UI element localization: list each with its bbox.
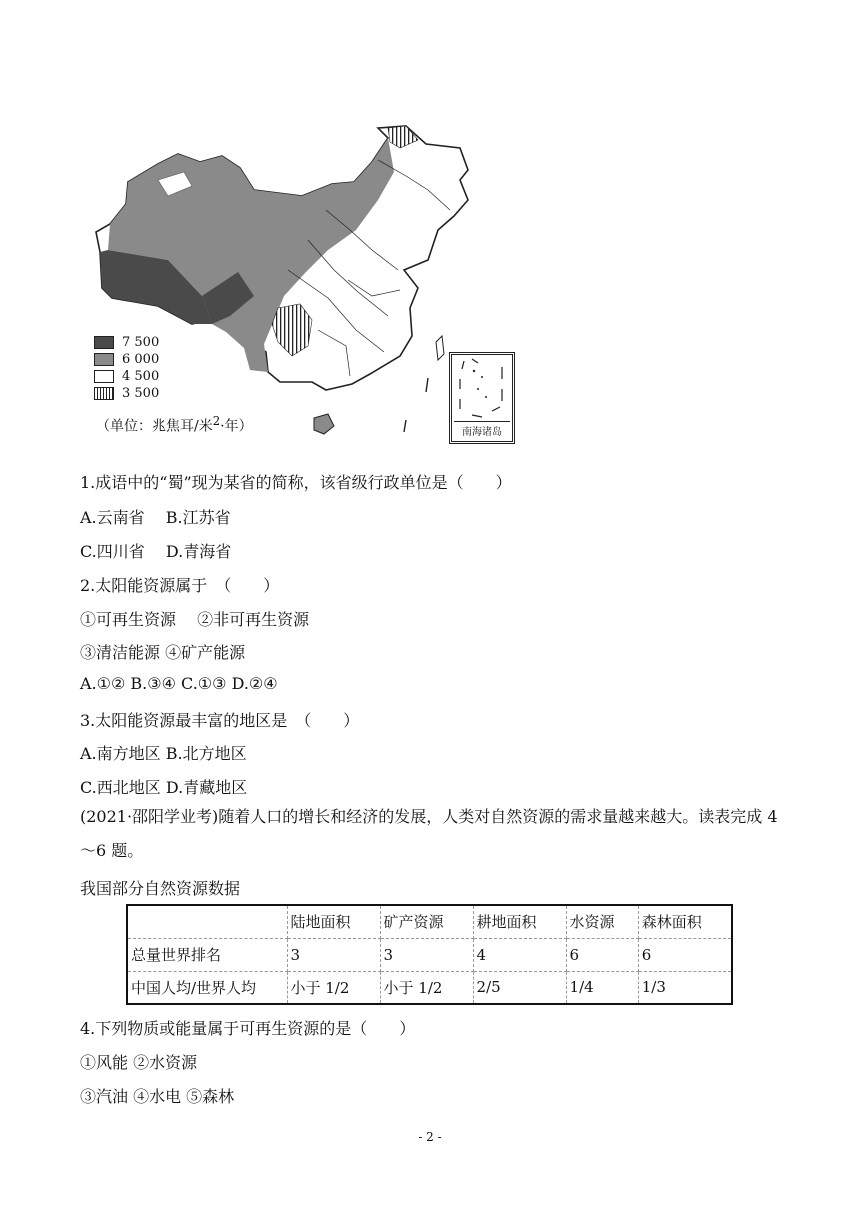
unit-prefix: （单位：兆焦耳/米 bbox=[96, 418, 213, 435]
table-header-cell: 水资源 bbox=[566, 905, 638, 938]
q3-stem: 3.太阳能资源最丰富的地区是 （ ） bbox=[80, 711, 360, 730]
legend-item bbox=[94, 368, 159, 385]
table-cell: 小于 1/2 bbox=[287, 971, 380, 1004]
unit-suffix: ·年） bbox=[220, 418, 253, 435]
table-cell: 6 bbox=[566, 938, 638, 971]
table-cell: 总量世界排名 bbox=[127, 938, 287, 971]
table-cell: 6 bbox=[638, 938, 732, 971]
q2-options-row2: ③清洁能源 ④矿产能源 bbox=[80, 643, 246, 662]
table-header-cell: 耕地面积 bbox=[473, 905, 566, 938]
q4-options-row1: ①风能 ②水资源 bbox=[80, 1053, 198, 1072]
legend-swatch bbox=[94, 387, 114, 400]
legend-label: 6 000 bbox=[122, 352, 160, 367]
legend-label: 7 500 bbox=[122, 335, 160, 350]
q2-options-row3: A.①② B.③④ C.①③ D.②④ bbox=[80, 674, 278, 693]
inset-map bbox=[452, 355, 512, 425]
legend-item bbox=[94, 385, 159, 402]
table-header-cell: 矿产资源 bbox=[380, 905, 473, 938]
table-cell: 中国人均/世界人均 bbox=[127, 971, 287, 1004]
unit-sup: 2 bbox=[212, 414, 221, 428]
q2-stem: 2.太阳能资源属于 （ ） bbox=[80, 576, 280, 595]
table-cell: 3 bbox=[287, 938, 380, 971]
table-header-row bbox=[127, 905, 732, 938]
table-row bbox=[127, 971, 732, 1004]
q4-options-row2: ③汽油 ④水电 ⑤森林 bbox=[80, 1087, 235, 1106]
q1-options-row2: C.四川省 D.青海省 bbox=[80, 542, 232, 561]
table-header-cell bbox=[127, 905, 287, 938]
q3-options-row2: C.西北地区 D.青藏地区 bbox=[80, 778, 248, 797]
table-cell: 1/4 bbox=[566, 971, 638, 1004]
legend-item bbox=[94, 351, 159, 368]
legend-swatch bbox=[94, 370, 114, 383]
legend-swatch bbox=[94, 353, 114, 366]
map-legend bbox=[94, 334, 159, 402]
q4-stem: 4.下列物质或能量属于可再生资源的是（ ） bbox=[80, 1019, 416, 1038]
legend-item bbox=[94, 334, 159, 351]
legend-label: 3 500 bbox=[122, 386, 160, 401]
table-cell: 4 bbox=[473, 938, 566, 971]
table-cell: 3 bbox=[380, 938, 473, 971]
table-cell: 1/3 bbox=[638, 971, 732, 1004]
intro-paragraph: (2021·邵阳学业考)随着人口的增长和经济的发展，人类对自然资源的需求量越来越大。读表完成 4～6 题。 bbox=[80, 807, 778, 860]
map-unit bbox=[96, 414, 253, 436]
resource-table bbox=[126, 904, 733, 1005]
inset-label: 南海诸岛 bbox=[454, 421, 510, 438]
legend-swatch bbox=[94, 336, 114, 349]
legend-label: 4 500 bbox=[122, 369, 160, 384]
q2-options-row1: ①可再生资源 ②非可再生资源 bbox=[80, 610, 310, 629]
page-number: - 2 - bbox=[418, 1130, 442, 1144]
table-caption: 我国部分自然资源数据 bbox=[80, 879, 241, 898]
south-china-sea-inset bbox=[449, 352, 515, 444]
table-row bbox=[127, 938, 732, 971]
table-cell: 2/5 bbox=[473, 971, 566, 1004]
table-cell: 小于 1/2 bbox=[380, 971, 473, 1004]
table-header-cell: 森林面积 bbox=[638, 905, 732, 938]
table-header-cell: 陆地面积 bbox=[287, 905, 380, 938]
q1-options-row1: A.云南省 B.江苏省 bbox=[80, 508, 231, 527]
q1-stem: 1.成语中的“蜀”现为某省的简称，该省级行政单位是（ ） bbox=[80, 473, 512, 492]
q3-options-row1: A.南方地区 B.北方地区 bbox=[80, 744, 247, 763]
